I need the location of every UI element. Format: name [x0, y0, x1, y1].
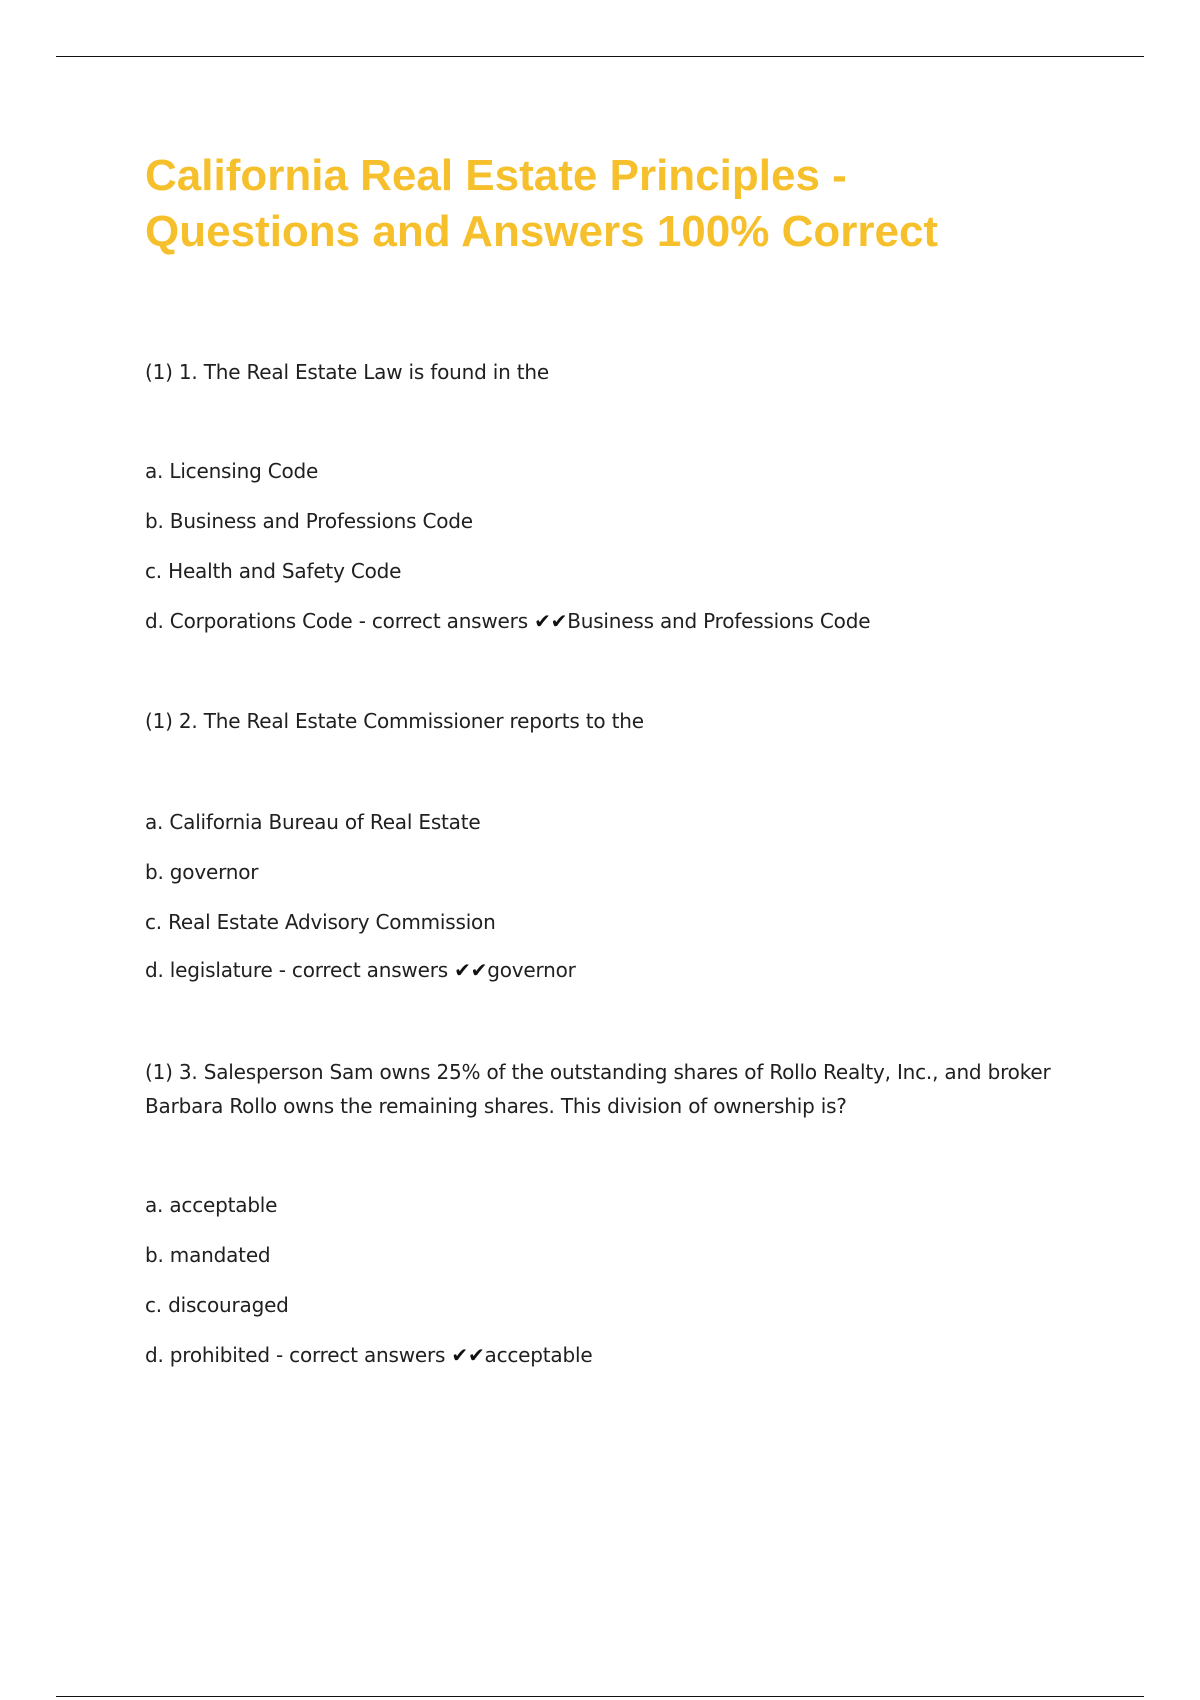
- question-3-option-b: b. mandated: [145, 1243, 271, 1267]
- question-1-option-c: c. Health and Safety Code: [145, 559, 402, 583]
- question-3-option-a: a. acceptable: [145, 1193, 278, 1217]
- question-2-option-c: c. Real Estate Advisory Commission: [145, 910, 496, 934]
- question-1-option-b: b. Business and Professions Code: [145, 509, 473, 533]
- question-3-prompt: (1) 3. Salesperson Sam owns 25% of the outstanding shares of Rollo Realty, Inc., and broker Barbara Rollo owns the remaining shares. This division of ownership is?: [145, 1060, 1051, 1118]
- question-2-option-d: [145, 953, 576, 987]
- double-check-icon: ✔✔: [451, 1343, 485, 1367]
- question-3-option-d-text: d. prohibited - correct answers: [145, 1343, 452, 1367]
- question-3-answer: acceptable: [484, 1343, 593, 1367]
- question-2-answer: governor: [487, 958, 576, 982]
- top-rule: [56, 56, 1144, 57]
- question-1-prompt: (1) 1. The Real Estate Law is found in the: [145, 360, 549, 384]
- question-2-prompt: (1) 2. The Real Estate Commissioner reports to the: [145, 709, 644, 733]
- document-title: California Real Estate Principles - Questions and Answers 100% Correct: [145, 151, 939, 256]
- question-3-option-d: [145, 1338, 592, 1372]
- double-check-icon: ✔✔: [454, 958, 488, 982]
- question-1-option-d-text: d. Corporations Code - correct answers: [145, 609, 535, 633]
- question-2-option-d-text: d. legislature - correct answers: [145, 958, 455, 982]
- question-1-option-d: [145, 604, 870, 638]
- question-3-option-c: c. discouraged: [145, 1293, 289, 1317]
- double-check-icon: ✔✔: [534, 609, 568, 633]
- question-1-answer: Business and Professions Code: [567, 609, 871, 633]
- question-1-option-a: a. Licensing Code: [145, 459, 319, 483]
- bottom-rule: [56, 1696, 1144, 1697]
- question-2-option-b: b. governor: [145, 860, 259, 884]
- question-2-option-a: a. California Bureau of Real Estate: [145, 810, 481, 834]
